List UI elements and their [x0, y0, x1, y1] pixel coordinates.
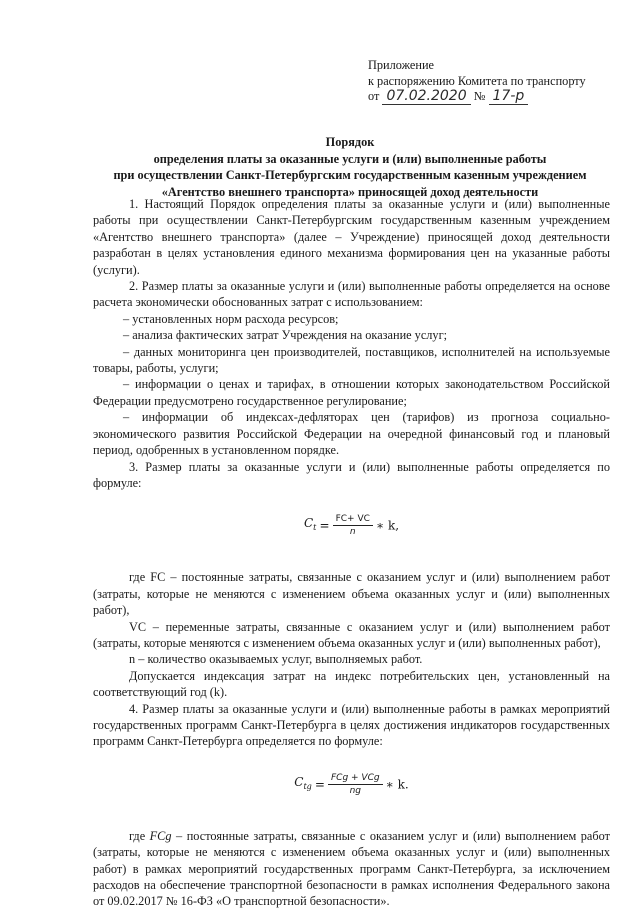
formula-1-lhs-symbol: C	[303, 516, 314, 531]
definition-fcg-prefix: где	[129, 828, 150, 843]
definition-vc: VC – переменные затраты, связанные с оказанием услуг и (или) выполнением работ (затраты, которые меняются с изменением объема оказанных услуг и (или) выполненных работ),	[93, 619, 610, 650]
definition-fcg-text: – постоянные затраты, связанные с оказанием услуг и (или) выполнением работ (затраты, которые не меняются с изменением объема оказанных услуг и (или) выполненных работ) в рамках мероприятий государственных программ Санкт-Петербурга, за исключением расходов на обеспечение транспортной безопасности в рамках исполнения Федерального закона от 09.02.2017 № 16-ФЗ «О транспортной безопасности».	[93, 828, 610, 909]
title-heading: Порядок	[325, 135, 375, 149]
appendix-number-sign: №	[473, 89, 486, 103]
formula-2-lhs	[294, 775, 312, 789]
appendix-block	[368, 58, 630, 105]
list-item-regulated-prices: – информации о ценах и тарифах, в отношении которых законодательством Российской Федерации предусмотрено государственное регулирование;	[93, 377, 610, 408]
formula-1-equals: =	[319, 518, 330, 533]
formula-2-lhs-symbol: C	[294, 774, 304, 789]
paragraph-4: 4. Размер платы за оказанные услуги и (или) выполненные работы в рамках мероприятий государственных программ Санкт-Петербурга в целях достижения индикаторов государственных программ Санкт-Петербурга определяется по формуле:	[93, 701, 610, 749]
formula-2	[93, 772, 610, 802]
formula-2-equals: =	[314, 777, 325, 792]
formula-1-denominator: n	[349, 527, 356, 538]
list-item-price-monitoring: – данных мониторинга цен производителей, поставщиков, исполнителей на используемые товары, работы, услуги;	[93, 344, 610, 376]
formula-1-lhs-subscript: t	[313, 523, 317, 533]
title-subtitle-1: определения платы за оказанные услуги и (или) выполненные работы	[153, 151, 547, 166]
formula-1-lhs	[303, 516, 317, 533]
definition-fc: где FC – постоянные затраты, связанные с оказанием услуг и (или) выполнением работ (затраты, которые не меняются с изменением объема оказанных услуг и (или) выполненных работ),	[93, 570, 610, 618]
document-body	[93, 196, 610, 910]
formula-1	[93, 513, 610, 543]
appendix-date-number-line	[368, 89, 630, 105]
list-item-cost-analysis: – анализа фактических затрат Учреждения на оказание услуг;	[123, 328, 448, 343]
appendix-label: Приложение	[368, 58, 434, 72]
formula-2-denominator: ng	[349, 785, 361, 796]
formula-1-fraction	[333, 513, 373, 538]
appendix-order-reference: к распоряжению Комитета по транспорту	[368, 73, 586, 88]
formula-2-lhs-subscript: tg	[303, 781, 312, 791]
formula-2-rhs: ∗ k.	[385, 777, 409, 792]
appendix-date: 07.02.2020	[382, 88, 470, 105]
title-subtitle-2: при осуществлении Санкт-Петербургским государственным казенным учреждением	[113, 168, 587, 182]
title-subtitle-3: «Агентство внешнего транспорта» приносящей доход деятельности	[161, 184, 539, 199]
paragraph-1: 1. Настоящий Порядок определения платы за оказанные услуги и (или) выполненные работы при осуществлении Санкт-Петербургским государственным казенным учреждением «Агентство внешнего транспорта» (далее – Учреждение) приносящей доход деятельности разработан в целях установления единого механизма формирования цен на указанные работы (услуги).	[93, 197, 610, 277]
paragraph-3: 3. Размер платы за оказанные услуги и (или) выполненные работы определяется по формуле:	[93, 459, 610, 490]
formula-1-rhs: ∗ k,	[375, 518, 400, 533]
formula-1-numerator: FC+ VC	[333, 513, 373, 526]
list-item-norms: – установленных норм расхода ресурсов;	[123, 311, 339, 326]
appendix-number: 17-р	[489, 88, 529, 105]
definition-fcg-symbol: FCg	[149, 828, 172, 843]
indexation-note: Допускается индексация затрат на индекс потребительских цен, установленный на соответствующий год (k).	[93, 668, 610, 700]
appendix-from-label: от	[368, 89, 380, 103]
formula-2-numerator: FCg + VCg	[328, 772, 383, 785]
paragraph-2: 2. Размер платы за оказанные услуги и (или) выполненные работы определяется на основе расчета экономически обоснованных затрат с использованием:	[93, 279, 610, 310]
document-title	[90, 134, 610, 200]
formula-2-fraction	[328, 772, 383, 797]
definition-n: n – количество оказываемых услуг, выполняемых работ.	[129, 652, 423, 667]
list-item-deflators: – информации об индексах-дефляторах цен (тарифов) из прогноза социально-экономического развития Российской Федерации на очередной финансовый год и плановый период, одобренных в установленном порядке.	[93, 410, 610, 458]
definition-fcg	[93, 828, 610, 910]
